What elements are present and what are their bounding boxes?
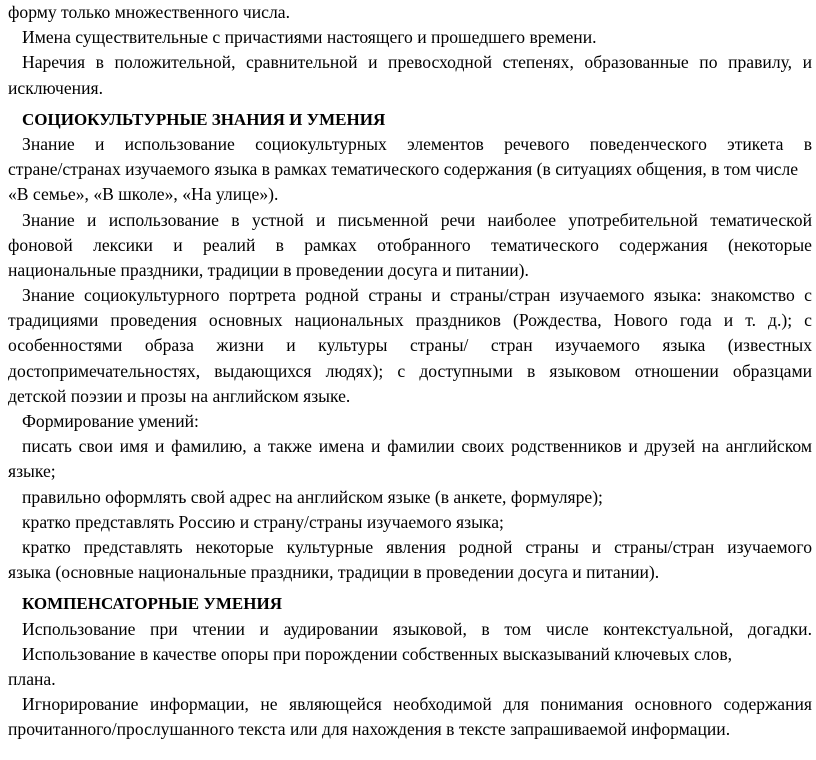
socio-p2-line1: Знание и использование в устной и письменной речи наиболее употребительной тематической xyxy=(22,209,812,230)
comp-p3-line2: прочитанного/прослушанного текста или для нахождения в тексте запрашиваемой информации. xyxy=(8,719,731,740)
comp-p2-line1: Использование в качестве опоры при порождении собственных высказываний ключевых слов, xyxy=(22,643,733,664)
paragraph-nouns-participles: Имена существительные с причастиями настоящего и прошедшего времени. xyxy=(22,27,597,48)
socio-p3-line1: Знание социокультурного портрета родной страны и страны/стран изучаемого языка: знакомство с xyxy=(22,285,812,306)
comp-p3-line1: Игнорирование информации, не являющейся необходимой для понимания основного содержания xyxy=(22,694,812,715)
socio-skill-culture-line2: языка (основные национальные праздники, традиции в проведении досуга и питании). xyxy=(8,562,660,583)
text-line: форму только множественного числа. xyxy=(8,2,290,22)
socio-skills-intro: Формирование умений: xyxy=(22,411,199,431)
paragraph-adverbs-line1: Наречия в положительной, сравнительной и превосходной степенях, образованные по правилу, и xyxy=(22,52,812,73)
socio-p3-line4: достопримечательностях, выдающихся людях); с доступными в языковом отношении образцами xyxy=(8,360,812,381)
socio-p2-line3: национальные праздники, традиции в проведении досуга и питании). xyxy=(8,259,529,280)
heading-compensatory: КОМПЕНСАТОРНЫЕ УМЕНИЯ xyxy=(22,594,282,614)
heading-sociocultural: СОЦИОКУЛЬТУРНЫЕ ЗНАНИЯ И УМЕНИЯ xyxy=(22,109,386,129)
comp-p2-line2: плана. xyxy=(8,668,56,689)
socio-p3-line3: особенностями образа жизни и культуры страны/ стран изучаемого языка (известных xyxy=(8,335,812,356)
socio-p1-line3: «В семье», «В школе», «На улице»). xyxy=(8,184,279,205)
socio-p1-line2: стране/странах изучаемого языка в рамках тематического содержания (в ситуациях общения, в том числе xyxy=(8,159,799,180)
comp-p1: Использование при чтении и аудировании языковой, в том числе контекстуальной, догадки. xyxy=(22,618,812,639)
socio-p1-line1: Знание и использование социокультурных элементов речевого поведенческого этикета в xyxy=(22,133,812,154)
paragraph-adverbs-line2: исключения. xyxy=(8,77,104,98)
socio-p2-line2: фоновой лексики и реалий в рамках отобранного тематического содержания (некоторые xyxy=(8,234,812,255)
socio-skill-address: правильно оформлять свой адрес на английском языке (в анкете, формуляре); xyxy=(22,486,603,507)
socio-skill-name-line1: писать свои имя и фамилию, а также имена и фамилии своих родственников и друзей на английском xyxy=(22,436,812,457)
socio-p3-line2: традициями проведения основных национальных праздников (Рождества, Нового года и т. д.); с xyxy=(8,310,812,331)
socio-skill-present-russia: кратко представлять Россию и страну/страны изучаемого языка; xyxy=(22,511,504,532)
socio-p3-line5: детской поэзии и прозы на английском языке. xyxy=(8,385,351,406)
socio-skill-name-line2: языке; xyxy=(8,461,56,482)
socio-skill-culture-line1: кратко представлять некоторые культурные явления родной страны и страны/стран изучаемого xyxy=(22,536,812,557)
